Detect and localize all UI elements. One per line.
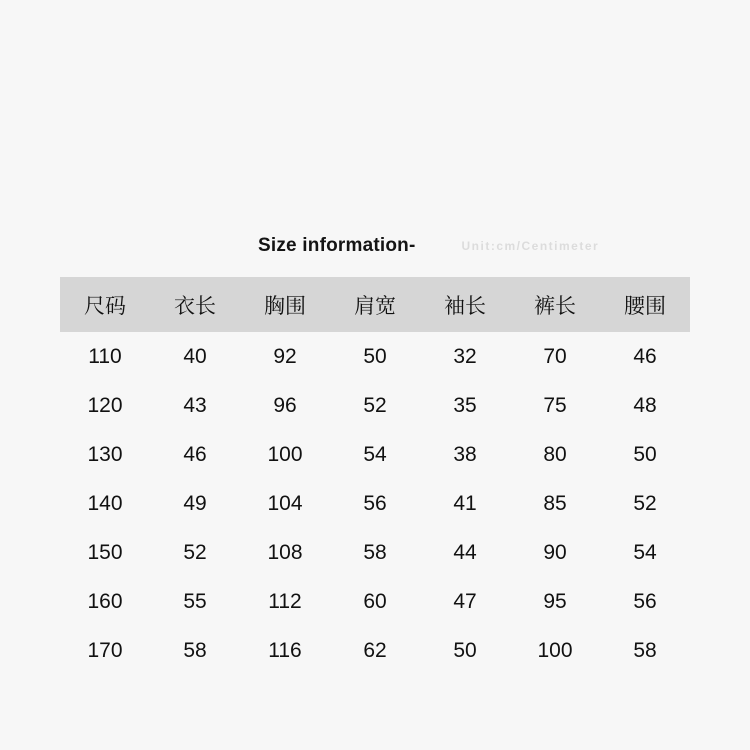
column-header-sleeve: 袖长 [420,277,510,332]
cell-shoulder: 50 [363,344,387,368]
cell-shoulder: 58 [363,540,387,564]
table-row [60,332,690,381]
cell-pants-length: 90 [543,540,567,564]
table-row [60,381,690,430]
cell-sleeve: 32 [453,344,477,368]
cell-pants-length: 75 [543,393,567,417]
cell-shoulder: 62 [363,638,387,662]
cell-shoulder: 54 [363,442,387,466]
cell-bust: 104 [267,491,303,515]
table-row [60,528,690,577]
cell-size: 110 [88,344,122,368]
cell-pants-length: 95 [543,589,567,613]
column-header-size: 尺码 [60,277,150,332]
cell-shoulder: 56 [363,491,387,515]
size-information-table [60,277,690,675]
cell-waist: 52 [633,491,657,515]
cell-shoulder: 60 [363,589,387,613]
cell-length: 49 [183,491,207,515]
cell-length: 40 [183,344,207,368]
cell-pants-length: 100 [537,638,573,662]
cell-size: 170 [87,638,123,662]
cell-pants-length: 80 [543,442,567,466]
cell-size: 150 [87,540,123,564]
cell-sleeve: 47 [453,589,477,613]
column-header-bust: 胸围 [240,277,330,332]
cell-length: 46 [183,442,207,466]
cell-sleeve: 44 [453,540,477,564]
table-header-row [60,277,690,332]
cell-waist: 58 [633,638,657,662]
cell-bust: 96 [273,393,297,417]
table-row [60,626,690,675]
cell-sleeve: 41 [453,491,477,515]
cell-waist: 50 [633,442,657,466]
cell-pants-length: 70 [543,344,567,368]
table-row [60,430,690,479]
cell-bust: 116 [268,638,302,662]
column-header-shoulder: 肩宽 [330,277,420,332]
cell-bust: 108 [267,540,303,564]
cell-size: 130 [87,442,123,466]
page-title: Size information- [258,235,416,256]
cell-length: 58 [183,638,207,662]
cell-shoulder: 52 [363,393,387,417]
cell-size: 120 [87,393,123,417]
cell-bust: 92 [273,344,297,368]
cell-size: 140 [87,491,123,515]
cell-waist: 46 [633,344,657,368]
cell-waist: 48 [633,393,657,417]
cell-waist: 56 [633,589,657,613]
column-header-length: 衣长 [150,277,240,332]
cell-bust: 100 [267,442,303,466]
cell-sleeve: 38 [453,442,477,466]
cell-sleeve: 50 [453,638,477,662]
title-row [0,228,750,264]
unit-note: Unit:cm/Centimeter [461,239,600,253]
cell-waist: 54 [633,540,657,564]
cell-bust: 112 [268,589,302,613]
cell-length: 55 [183,589,207,613]
cell-pants-length: 85 [543,491,567,515]
cell-length: 43 [183,393,207,417]
cell-sleeve: 35 [453,393,477,417]
cell-size: 160 [87,589,123,613]
column-header-pants-length: 裤长 [510,277,600,332]
table-row [60,479,690,528]
cell-length: 52 [183,540,207,564]
table-row [60,577,690,626]
column-header-waist: 腰围 [600,277,690,332]
